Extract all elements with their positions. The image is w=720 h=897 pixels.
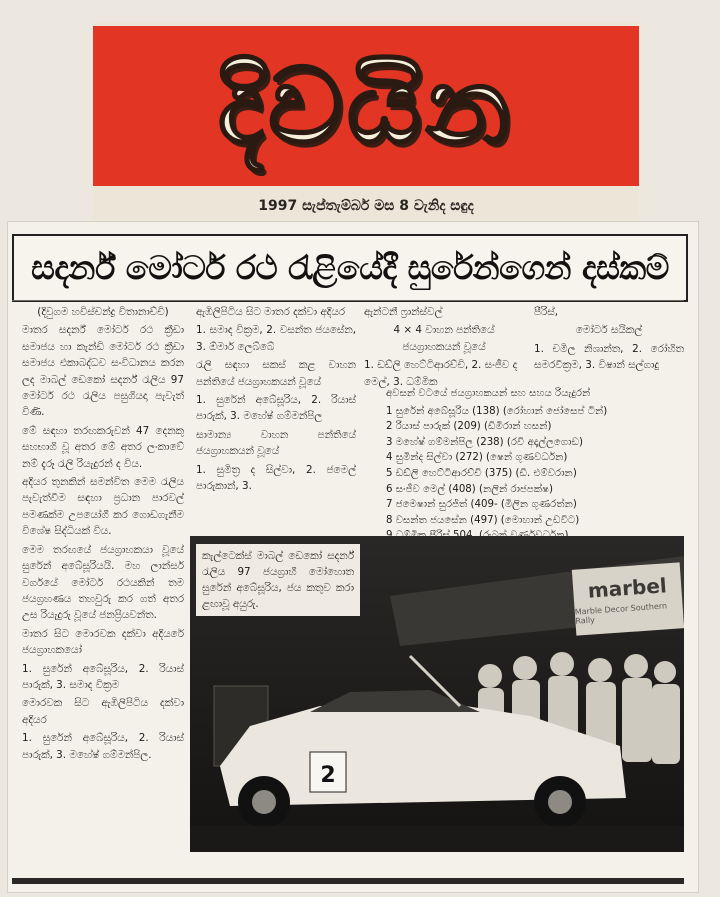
paragraph: පීරිස්, bbox=[534, 306, 559, 318]
byline: (දිවුගම හවිස්චන්ද්‍ර විතානාච්චි) bbox=[37, 306, 169, 318]
results-row: 8 වසන්ත ජයසේන (497) (මොහාන් උඩවිට) bbox=[386, 514, 580, 526]
article-column-3 bbox=[364, 304, 524, 392]
results-row: 5 ඩඩ්ලි හෙට්ටිආරච්චි (375) (ඩී. එම්වරාන) bbox=[386, 467, 577, 479]
results-heading: අවසන් වටයේ ජයග්‍රාහකයන් සහ සහය රියැදුරන් bbox=[386, 388, 591, 399]
article-column-2 bbox=[196, 304, 356, 496]
paragraph: සාමාන්‍ය වාහන පන්තියේ ජයග්‍රාහකයන් වූයේ bbox=[196, 428, 356, 458]
results-row: 7 ජමෙෂාන් සුරජිත් (409- (මිලින ගුණරත්න) bbox=[386, 499, 577, 511]
paragraph: රැලි සඳහා සකස් කළ වාහන පන්තියේ ජයග්‍රාහකයන් වූයේ bbox=[196, 359, 356, 388]
results-row: 2 රියාස් පාරුක් (209) (ඩිමිරාන් හසන්) bbox=[386, 421, 552, 433]
paragraph: 1. සුරේන් අබේසූරිය, 2. රියාස් පාරුක්, 3. මහේෂ් ගම්මන්පිල. bbox=[22, 732, 184, 761]
masthead bbox=[93, 22, 639, 222]
results-list bbox=[386, 386, 686, 560]
paragraph: 1. ඩඩ්ලි හෙට්ටිආරච්චි, 2. සංජීව ද මෙල්, 3. ධම්මික bbox=[364, 359, 518, 388]
article-column-1 bbox=[22, 304, 184, 765]
paragraph: මේ සඳහා තරඟකරුවන් 47 දෙනකු සහභාගි වූ අතර මේ අතර ලංකාවේ නම් දැරූ රැලි රියැදුරන් ද විය. bbox=[22, 424, 184, 470]
paragraph: 1. සුරේන් අබේසූරිය, 2. රියාස් පාරුක්, 3. සමාද වික්‍රම bbox=[22, 662, 184, 691]
rally-photo bbox=[190, 536, 684, 852]
paragraph: ඇඹිලිපිටිය සිට මාතර දක්වා අදියර bbox=[196, 306, 346, 318]
sponsor-banner bbox=[572, 562, 684, 635]
paragraph: 1. සුමිත්‍ර ද සිල්වා, 2. ජමෙල් පාරුකාන්, 3. bbox=[196, 463, 356, 493]
paragraph: ඇන්ටනී ෆ්‍රාන්ස්වල් bbox=[364, 306, 443, 318]
paragraph: 4 × 4 වාහන පන්තියේ ජයග්‍රාහකයන් වූයේ bbox=[393, 324, 495, 353]
paragraph: මොරවක සිට ඇඹිලිපිටිය දක්වා අදියර bbox=[22, 697, 184, 726]
divider bbox=[12, 300, 684, 301]
newspaper-title: දිවයින bbox=[217, 44, 515, 167]
headline-box bbox=[12, 234, 688, 302]
paragraph: මාතර සදර්න් මෝටර් රථ ක්‍රීඩා සමාජය හා කැන්ඩි මෝටර් රථ ක්‍රීඩා සමාජය එකාබද්ධව සංවිධානය කරන ලද මාබල් ඩෙකෝ සදර්න් රැලිය 97 මෝටර් රථ රැලිය පසුගියදා පැවැත් විණි. bbox=[22, 324, 184, 419]
bottom-rule bbox=[12, 878, 684, 884]
results-row: 1 සුරේන් අබේසූරිය (138) (රෝහාන් ජෝසෙප් ටින්) bbox=[386, 405, 608, 417]
article-column-4 bbox=[534, 304, 684, 376]
results-row: 6 සංජීව මෙල් (408) (නලින් රාජපක්ෂ) bbox=[386, 483, 553, 495]
results-row: 3 මහේෂ් ගම්මන්පිල (238) (රවි අදෑල්ලගොඩ) bbox=[386, 436, 584, 448]
paragraph: අදියර තුනකින් සමන්විත මෙම රැලිය පැවැත්වීම සඳහා ප්‍රධාන පාරවල් පමණක්ම උපයෝගී කර ගොඩගැනීම විශේෂ සිද්ධියක් විය. bbox=[22, 476, 184, 538]
paragraph: මෝටර් සයිකල් bbox=[575, 324, 643, 337]
car-number: 2 bbox=[320, 763, 336, 788]
sponsor-banner-text: marbel bbox=[587, 573, 668, 603]
paragraph: 1. සමාද වික්‍රම, 2. වසන්ත ජයසේන, 3. ඕමාර් ලෙබ්බේ bbox=[196, 324, 356, 353]
paragraph: 1. චමිල නිශාන්ත, 2. රෝහිත සමරවීක්‍රම, 3. විෂාන් සල්ගාදු bbox=[534, 342, 684, 372]
edition-date: 1997 සැප්තැම්බර් මස 8 වැනිද සඳුද bbox=[258, 198, 474, 214]
paragraph: මාතර සිට මොරවක දක්වා අදියරේ ජයග්‍රාහකයෝ bbox=[22, 627, 184, 657]
article-headline: සදර්න් මෝටර් රථ රැළියේදී සුරේන්ගෙන් දස්කම් bbox=[31, 248, 669, 287]
photo-caption: කැල්ටෙක්ස් මාබල් ඩෙකෝ සදර්න් රැලිය 97 ජයග්‍රාහී මෝහොත සුරේන් අබේසූරිය, ජය කතුව කරා ළඟාවූ අයුරු. bbox=[196, 544, 360, 616]
paragraph: මෙම තරඟයේ ජයග්‍රාහකයා වූයේ සුරේන් අබේසූරියයි. මහ ලාන්සර් වර්ගයේ මෝටර් රථයකින් තම ජයග්‍රහණය තහවුරු කර ගත් අතර උස රියැදුරු වූයේ ජනප්‍රියවන්ත. bbox=[22, 543, 184, 622]
sponsor-banner-subtext: Marble Decor Southern Rally bbox=[574, 601, 668, 626]
masthead-band bbox=[93, 26, 639, 186]
paragraph: 1. සුරේන් අබේසූරිය, 2. රියාස් පාරුක්, 3. මහේෂ් ගම්මන්පිල bbox=[196, 394, 356, 423]
results-row: 4 සුමින්ද සිල්වා (272) (ෂෙන් ගුණවර්ධන) bbox=[386, 452, 568, 464]
